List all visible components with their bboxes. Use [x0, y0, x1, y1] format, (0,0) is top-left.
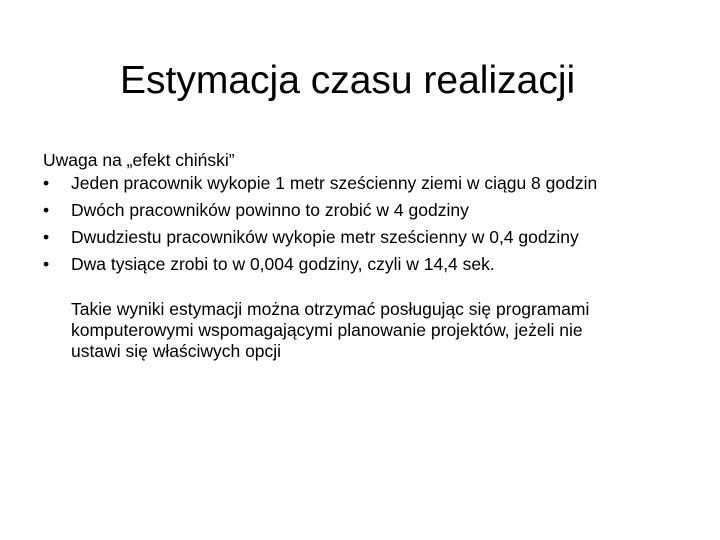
- list-item: [43, 227, 626, 248]
- list-item: [43, 173, 626, 194]
- intro-text: Uwaga na „efekt chiński”: [43, 150, 235, 170]
- bullet-icon: •: [43, 173, 50, 193]
- bullet-icon: •: [43, 200, 50, 220]
- slide-title: Estymacja czasu realizacji: [120, 59, 576, 102]
- list-item-text: Jeden pracownik wykopie 1 metr sześcienny ziemi w ciągu 8 godzin: [71, 173, 598, 193]
- note-text: Takie wyniki estymacji można otrzymać posługując się programami komputerowymi wspomagającymi planowanie projektów, jeżeli nie ustawi się właściwych opcji: [71, 299, 590, 361]
- slide-content: [43, 150, 643, 362]
- bullet-list: [43, 173, 643, 275]
- bullet-icon: •: [43, 254, 50, 274]
- list-item: [43, 200, 626, 221]
- list-item-text: Dwóch pracowników powinno to zrobić w 4 godziny: [71, 200, 469, 220]
- list-item: [43, 254, 626, 275]
- list-item-text: Dwudziestu pracowników wykopie metr sześcienny w 0,4 godziny: [71, 227, 579, 247]
- bullet-icon: •: [43, 227, 50, 247]
- list-item-text: Dwa tysiące zrobi to w 0,004 godziny, czyli w 14,4 sek.: [71, 254, 495, 274]
